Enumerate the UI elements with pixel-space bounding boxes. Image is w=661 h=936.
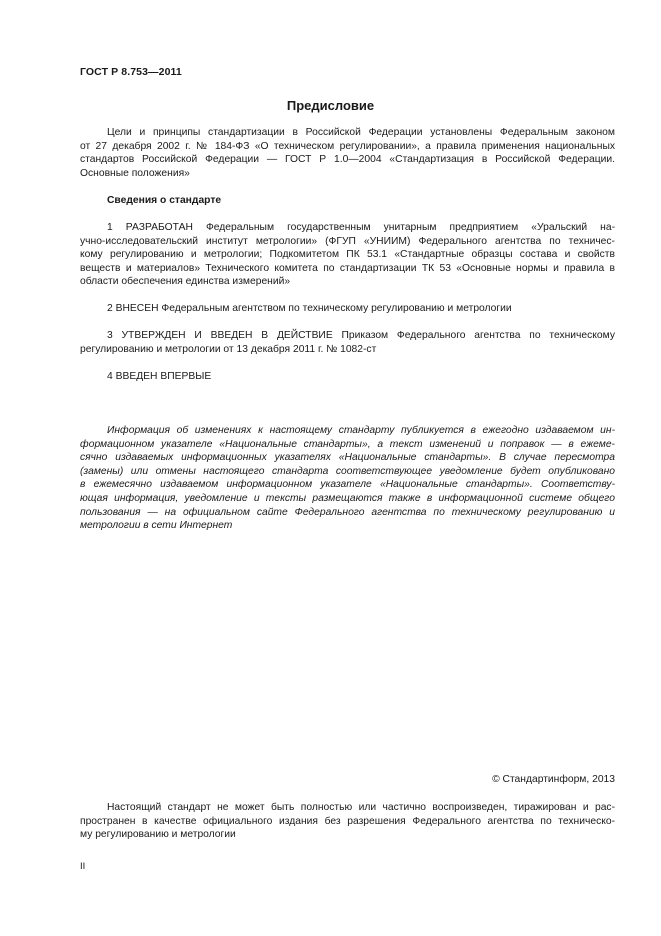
intro-line: Цели и принципы стандартизации в Российской Федерации установлены Федеральным законом xyxy=(107,127,615,138)
notice-line: Настоящий стандарт не может быть полностью или частично воспроизведен, тиражирован и рас- xyxy=(107,802,615,813)
info-line: пользования — на официальном сайте Федерального агентства по техническому регулированию и xyxy=(80,506,615,518)
page-number: II xyxy=(80,861,86,872)
intro-line: стандартов Российской Федерации — ГОСТ Р 1.0—2004 «Стандартизация в Российской Федерации. xyxy=(80,154,615,166)
intro-line: от 27 декабря 2002 г. № 184-ФЗ «О техническом регулировании», а правила применения национальных xyxy=(80,140,615,152)
item-line: 1 РАЗРАБОТАН Федеральным государственным унитарным предприятием «Уральский на- xyxy=(107,222,615,233)
reproduction-notice xyxy=(80,801,615,842)
item-line: регулированию и метрологии от 13 декабря 2011 г. № 1082-ст xyxy=(80,343,377,355)
info-line: формационном указателе «Национальные стандарты», а текст изменений и поправок — в ежеме- xyxy=(80,438,615,450)
item-4-paragraph xyxy=(80,370,615,384)
copyright-notice: © Стандартинформ, 2013 xyxy=(492,774,615,785)
notice-line: му регулированию и метрологии xyxy=(80,829,236,841)
info-line: ющая информация, уведомление и тексты размещаются также в информационной системе общего xyxy=(80,492,615,504)
item-line: веществ и материалов» Технического комитета по стандартизации ТК 53 «Основные нормы и правила в xyxy=(80,262,615,274)
notice-line: пространен в качестве официального издания без разрешения Федерального агентства по техническо- xyxy=(80,815,615,827)
info-paragraph xyxy=(80,424,615,533)
info-line: метрологии в сети Интернет xyxy=(80,520,233,532)
intro-paragraph xyxy=(80,126,615,180)
section-subheading: Сведения о стандарте xyxy=(107,195,222,206)
item-3-paragraph xyxy=(80,329,615,356)
info-line: Информация об изменениях к настоящему стандарту публикуется в ежегодно издаваемом ин- xyxy=(107,425,615,436)
standard-code: ГОСТ Р 8.753—2011 xyxy=(80,66,182,78)
item-line: 3 УТВЕРЖДЕН И ВВЕДЕН В ДЕЙСТВИЕ Приказом Федерального агентства по техническому xyxy=(107,330,615,341)
item-1-paragraph xyxy=(80,221,615,289)
page-title: Предисловие xyxy=(286,98,375,113)
item-line: 4 ВВЕДЕН ВПЕРВЫЕ xyxy=(107,371,212,382)
item-line: 2 ВНЕСЕН Федеральным агентством по техническому регулированию и метрологии xyxy=(107,303,512,314)
item-line: области обеспечения единства измерений» xyxy=(80,276,291,288)
item-line: кому регулированию и метрологии; Подкомитетом ПК 53.1 «Стандартные образцы состава и свойств xyxy=(80,249,615,261)
info-line: сячно издаваемых информационных указателях «Национальные стандарты». В случае пересмотра xyxy=(80,452,615,464)
item-2-paragraph xyxy=(80,302,615,316)
info-line: (замены) или отмены настоящего стандарта соответствующее уведомление будет опубликовано xyxy=(80,465,615,477)
intro-line: Основные положения» xyxy=(80,167,190,179)
info-line: в ежемесячно издаваемом информационном указателе «Национальные стандарты». Соответству- xyxy=(80,479,615,491)
item-line: учно-исследовательский институт метрологии» (ФГУП «УНИИМ) Федерального агентства по техничес- xyxy=(80,235,615,247)
